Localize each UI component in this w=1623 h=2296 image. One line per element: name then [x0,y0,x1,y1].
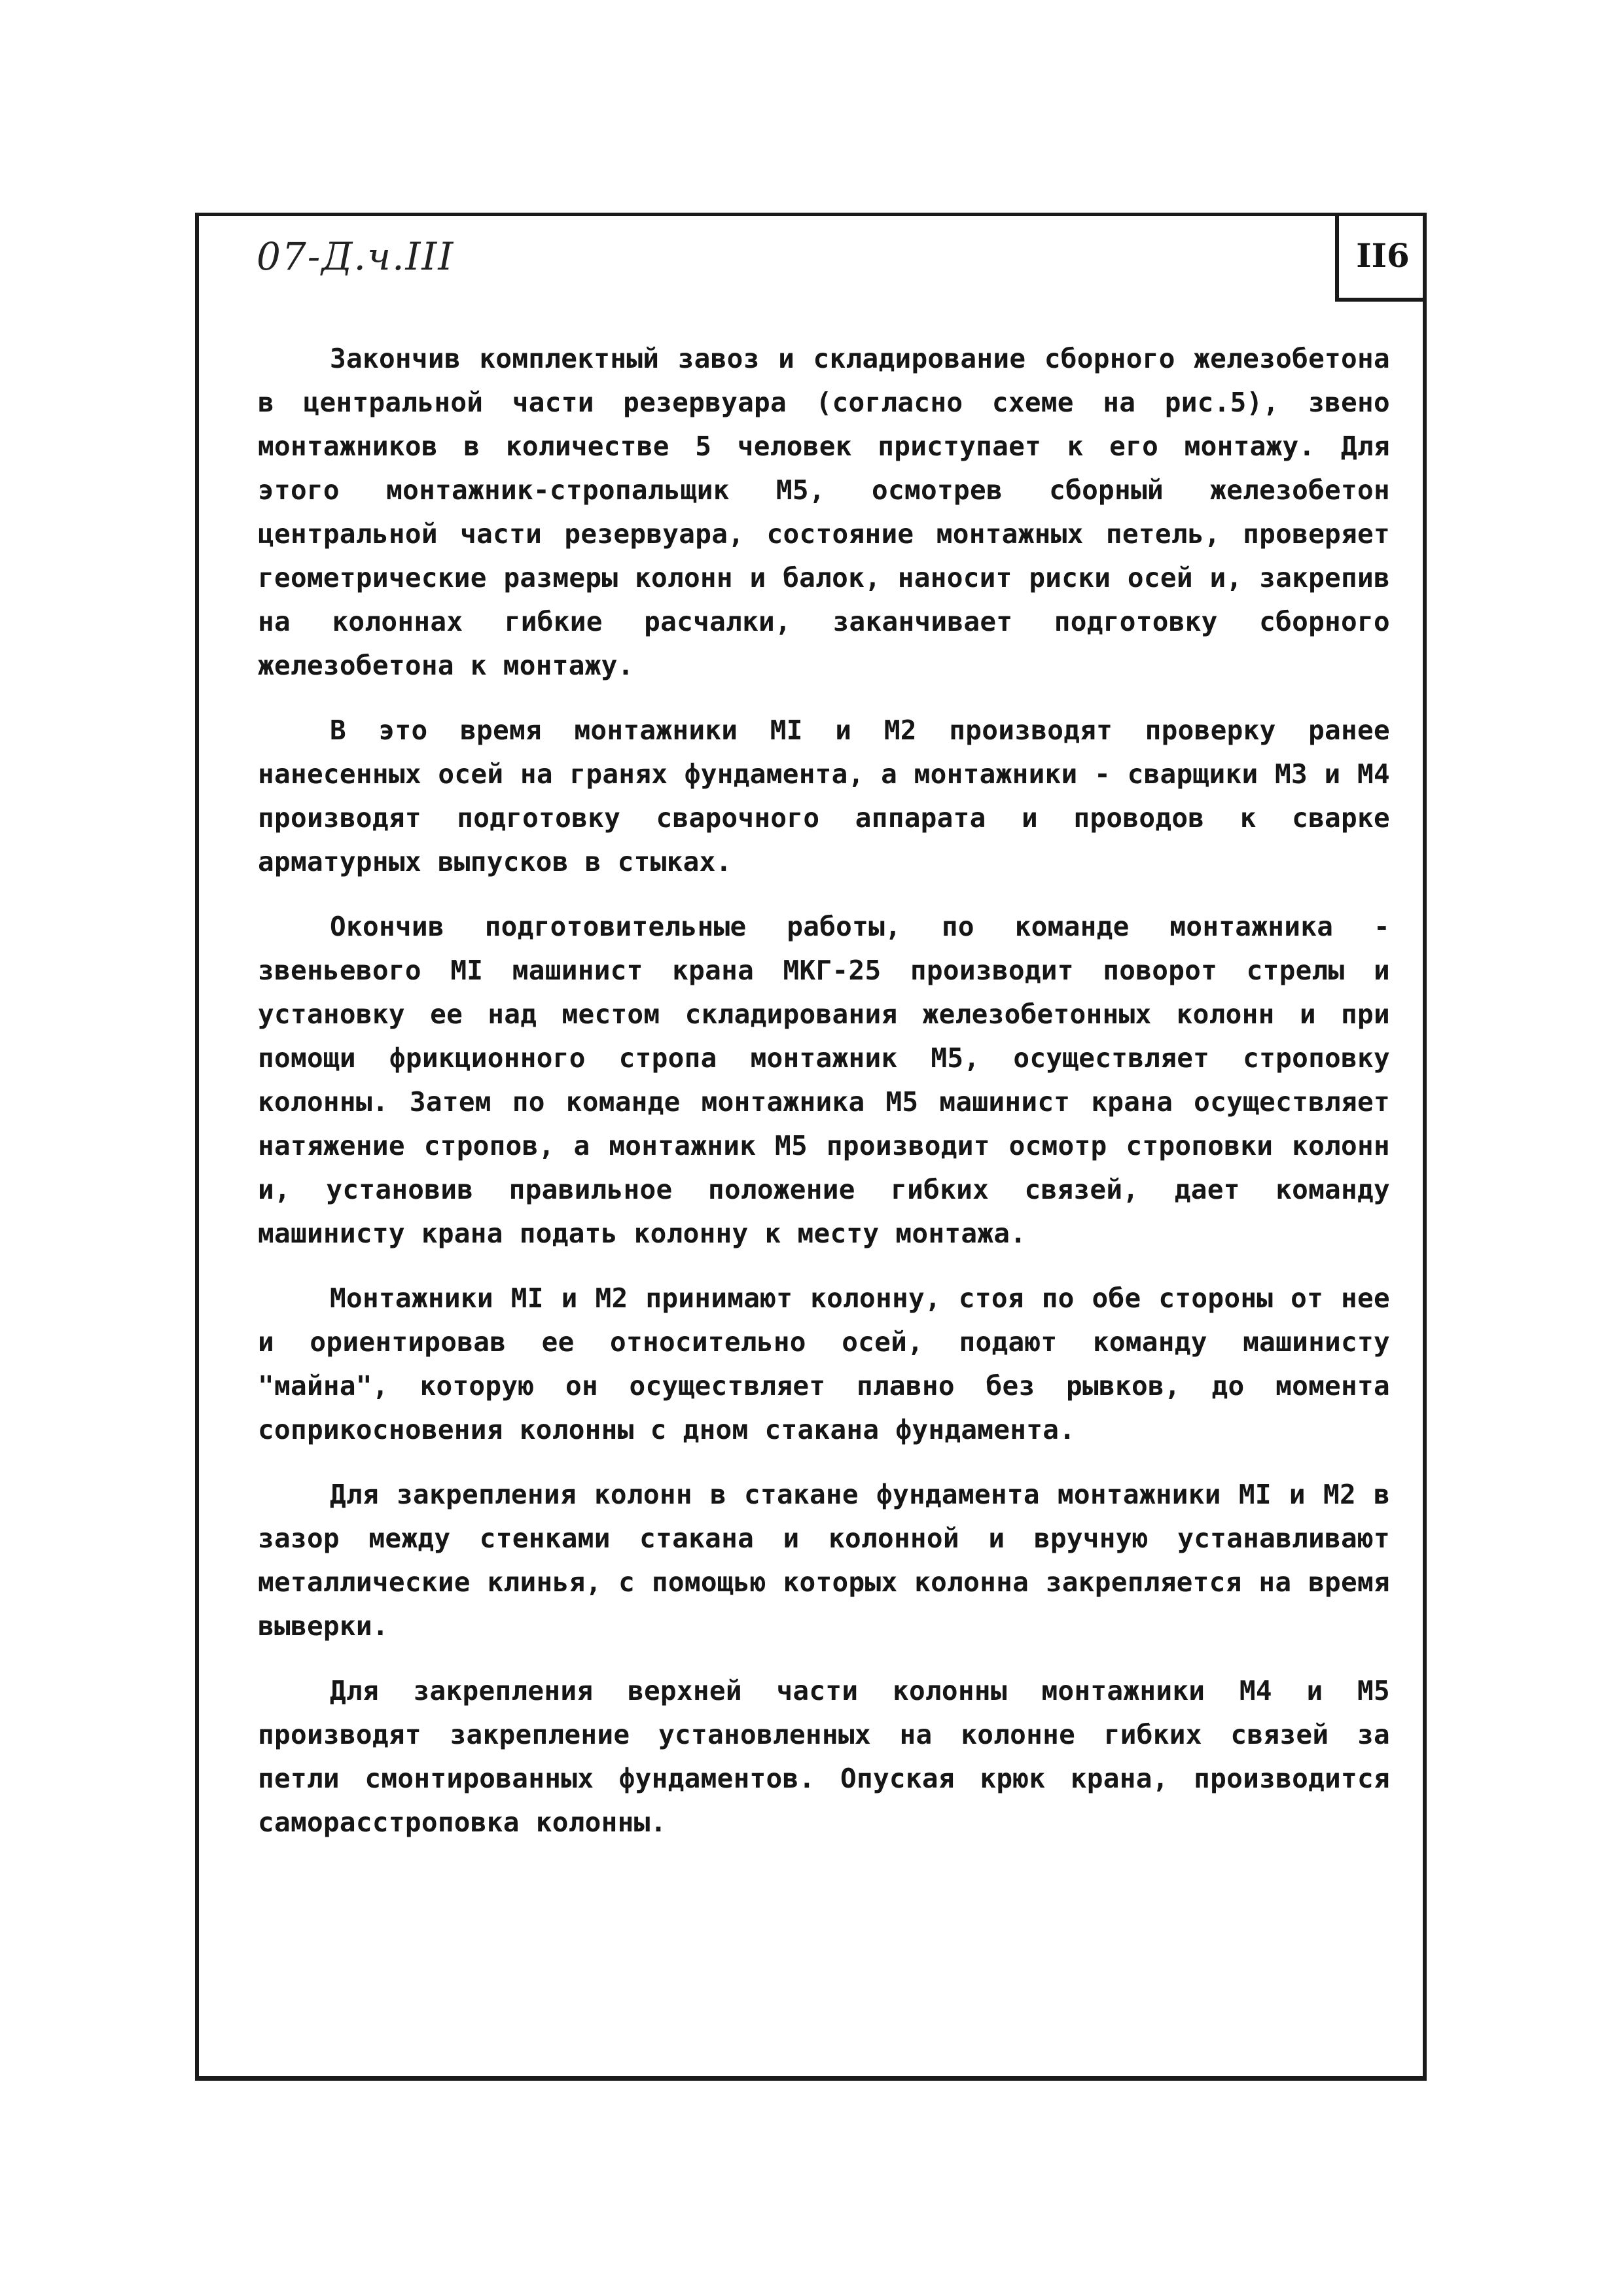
page-number: II6 [1356,236,1410,275]
paragraph-4: Монтажники МI и М2 принимают колонну, стоя по обе стороны от нее и ориентировав ее относительно осей, подают команду машинисту "майна", которую он осуществляет плавно без рывков, до момента соприкосновения колонны с дном стакана фундамента. [258,1282,1390,1445]
document-code: 07-Д.ч.III [257,234,455,279]
paragraph-6: Для закрепления верхней части колонны монтажники М4 и М5 производят закрепление установленных на колонне гибких связей за петли смонтированных фундаментов. Опуская крюк крана, производится саморасстроповка колонны. [258,1675,1390,1838]
paragraph-2: В это время монтажники МI и М2 производят проверку ранее нанесенных осей на гранях фундамента, а монтажники - сварщики М3 и М4 производят подготовку сварочного аппарата и проводов к сварке арматурных выпусков в стыках. [258,715,1390,877]
page-number-box [1335,213,1427,302]
body-text [258,337,1390,1865]
paragraph-5: Для закрепления колонн в стакане фундамента монтажники МI и М2 в зазор между стенками стакана и колонной и вручную устанавливают металлические клинья, с помощью которых колонна закрепляется на время выверки. [258,1479,1390,1642]
paragraph-3: Окончив подготовительные работы, по команде монтажника - звеньевого МI машинист крана МКГ-25 производит поворот стрелы и установку ее над местом складирования железобетонных колонн и при помощи фрикционного стропа монтажник М5, осуществляет строповку колонны. Затем по команде монтажника М5 машинист крана осуществляет натяжение стропов, а монтажник М5 производит осмотр строповки колонн и, установив правильное положение гибких связей, дает команду машинисту крана подать колонну к месту монтажа. [258,911,1390,1249]
document-frame [195,213,1427,2081]
paragraph-1: Закончив комплектный завоз и складирование сборного железобетона в центральной части резервуара (согласно схеме на рис.5), звено монтажников в количестве 5 человек приступает к его монтажу. Для этого монтажник-стропальщик М5, осмотрев сборный железобетон центральной части резервуара, состояние монтажных петель, проверяет геометрические размеры колонн и балок, наносит риски осей и, закрепив на колоннах гибкие расчалки, заканчивает подготовку сборного железобетона к монтажу. [258,343,1390,681]
